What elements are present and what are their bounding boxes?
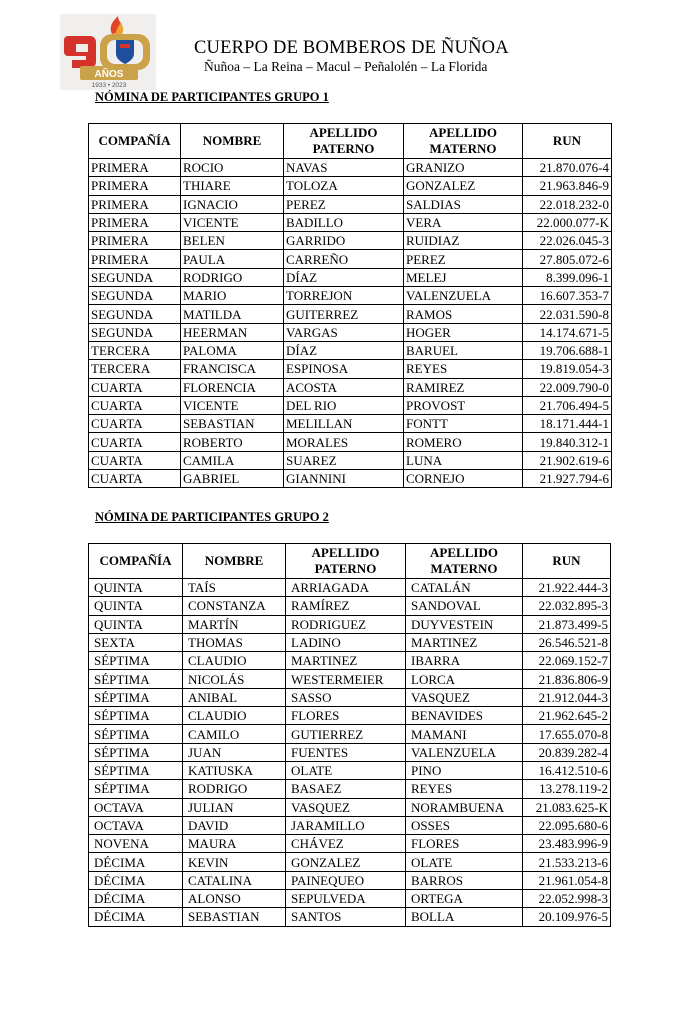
compania-cell: PRIMERA [89,232,181,250]
run-cell: 13.278.119-2 [523,780,611,798]
nombre-cell: SEBASTIAN [181,415,284,433]
run-cell: 21.533.213-6 [523,853,611,871]
table-row [89,633,611,651]
compania-cell: SEGUNDA [89,305,181,323]
nombre-cell: BELEN [181,232,284,250]
nombre-cell: THIARE [181,177,284,195]
table-row [89,250,612,268]
apellido-paterno-cell: CARREÑO [284,250,404,268]
run-cell: 21.873.499-5 [523,615,611,633]
run-cell: 14.174.671-5 [523,323,612,341]
compania-cell: PRIMERA [89,213,181,231]
nombre-cell: ROBERTO [181,433,284,451]
apellido-paterno-cell: SASSO [286,688,406,706]
col-compania: COMPAÑÍA [89,544,183,579]
apellido-paterno-cell: SUAREZ [284,451,404,469]
table-row [89,597,611,615]
nombre-cell: CLAUDIO [183,707,286,725]
compania-cell: CUARTA [89,433,181,451]
page-title: CUERPO DE BOMBEROS DE ÑUÑOA [194,38,509,58]
table-row [89,743,611,761]
apellido-paterno-cell: RAMÍREZ [286,597,406,615]
compania-cell: SEGUNDA [89,268,181,286]
apellido-paterno-cell: SANTOS [286,908,406,926]
run-cell: 19.819.054-3 [523,360,612,378]
table-row [89,707,611,725]
group2-header-row [89,544,611,579]
apellido-materno-cell: REYES [406,780,523,798]
compania-cell: SÉPTIMA [89,670,183,688]
logo-emblem [60,14,156,90]
compania-cell: DÉCIMA [89,890,183,908]
apellido-paterno-cell: CHÁVEZ [286,835,406,853]
apellido-paterno-cell: MARTINEZ [286,652,406,670]
table-row [89,780,611,798]
run-cell: 23.483.996-9 [523,835,611,853]
page-subtitle: Ñuñoa – La Reina – Macul – Peñalolén – La Florida [204,59,488,74]
apellido-materno-cell: VALENZUELA [404,287,523,305]
apellido-paterno-cell: GIANNINI [284,470,404,488]
nombre-cell: KEVIN [183,853,286,871]
compania-cell: PRIMERA [89,177,181,195]
compania-cell: SEXTA [89,633,183,651]
run-cell: 21.963.846-9 [523,177,612,195]
table-row [89,415,612,433]
apellido-materno-cell: IBARRA [406,652,523,670]
run-cell: 21.870.076-4 [523,159,612,177]
nombre-cell: CAMILA [181,451,284,469]
nombre-cell: DAVID [183,816,286,834]
compania-cell: DÉCIMA [89,908,183,926]
table-row [89,323,612,341]
table-row [89,268,612,286]
group1-table [88,123,612,488]
apellido-materno-cell: LORCA [406,670,523,688]
group1-header-row [89,124,612,159]
apellido-paterno-cell: GUITERREZ [284,305,404,323]
apellido-materno-cell: REYES [404,360,523,378]
nombre-cell: SEBASTIAN [183,908,286,926]
apellido-materno-cell: PEREZ [404,250,523,268]
group2-table [88,543,611,927]
nombre-cell: ROCIO [181,159,284,177]
apellido-paterno-cell: ARRIAGADA [286,579,406,597]
nombre-cell: FLORENCIA [181,378,284,396]
apellido-materno-cell: MARTINEZ [406,633,523,651]
table-row [89,853,611,871]
apellido-materno-cell: VALENZUELA [406,743,523,761]
apellido-paterno-cell: OLATE [286,761,406,779]
nombre-cell: IGNACIO [181,195,284,213]
apellido-materno-cell: VASQUEZ [406,688,523,706]
run-cell: 21.922.444-3 [523,579,611,597]
table-row [89,177,612,195]
run-cell: 20.839.282-4 [523,743,611,761]
compania-cell: CUARTA [89,396,181,414]
apellido-paterno-cell: DÍAZ [284,341,404,359]
compania-cell: DÉCIMA [89,871,183,889]
group1-body [89,159,612,488]
apellido-materno-cell: OSSES [406,816,523,834]
col-run: RUN [523,124,612,159]
apellido-materno-cell: VERA [404,213,523,231]
compania-cell: SEGUNDA [89,287,181,305]
apellido-materno-cell: PROVOST [404,396,523,414]
apellido-materno-cell: MAMANI [406,725,523,743]
compania-cell: SÉPTIMA [89,780,183,798]
nombre-cell: GABRIEL [181,470,284,488]
apellido-materno-cell: RAMOS [404,305,523,323]
apellido-materno-cell: FLORES [406,835,523,853]
compania-cell: CUARTA [89,378,181,396]
col-apellido-materno: APELLIDO MATERNO [404,124,523,159]
apellido-materno-cell: CATALÁN [406,579,523,597]
group1-title: NÓMINA DE PARTICIPANTES GRUPO 1 [95,90,329,104]
compania-cell: OCTAVA [89,816,183,834]
col-nombre: NOMBRE [183,544,286,579]
nombre-cell: CATALINA [183,871,286,889]
table-row [89,835,611,853]
apellido-paterno-cell: MELILLAN [284,415,404,433]
compania-cell: TERCERA [89,360,181,378]
apellido-materno-cell: RUIDIAZ [404,232,523,250]
run-cell: 17.655.070-8 [523,725,611,743]
apellido-materno-cell: GONZALEZ [404,177,523,195]
nombre-cell: RODRIGO [183,780,286,798]
logo-years: 1933 • 2023 [91,82,127,89]
apellido-materno-cell: SANDOVAL [406,597,523,615]
nombre-cell: CLAUDIO [183,652,286,670]
compania-cell: SÉPTIMA [89,761,183,779]
apellido-materno-cell: PINO [406,761,523,779]
table-row [89,652,611,670]
compania-cell: DÉCIMA [89,853,183,871]
apellido-materno-cell: NORAMBUENA [406,798,523,816]
col-run: RUN [523,544,611,579]
apellido-paterno-cell: ACOSTA [284,378,404,396]
apellido-paterno-cell: FLORES [286,707,406,725]
table-row [89,159,612,177]
compania-cell: QUINTA [89,579,183,597]
table-row [89,341,612,359]
nombre-cell: JULIAN [183,798,286,816]
table-row [89,579,611,597]
compania-cell: CUARTA [89,415,181,433]
table-row [89,287,612,305]
compania-cell: SÉPTIMA [89,652,183,670]
logo-90-anos [60,14,156,90]
compania-cell: QUINTA [89,615,183,633]
apellido-paterno-cell: FUENTES [286,743,406,761]
run-cell: 21.836.806-9 [523,670,611,688]
nombre-cell: MARIO [181,287,284,305]
run-cell: 22.031.590-8 [523,305,612,323]
nombre-cell: ANIBAL [183,688,286,706]
compania-cell: PRIMERA [89,159,181,177]
table-row [89,890,611,908]
nombre-cell: HEERMAN [181,323,284,341]
table-row [89,761,611,779]
nombre-cell: RODRIGO [181,268,284,286]
apellido-paterno-cell: BADILLO [284,213,404,231]
nombre-cell: KATIUSKA [183,761,286,779]
compania-cell: SÉPTIMA [89,688,183,706]
apellido-materno-cell: ROMERO [404,433,523,451]
run-cell: 22.009.790-0 [523,378,612,396]
nombre-cell: MARTÍN [183,615,286,633]
nombre-cell: TAÍS [183,579,286,597]
compania-cell: SÉPTIMA [89,725,183,743]
apellido-materno-cell: FONTT [404,415,523,433]
apellido-materno-cell: GRANIZO [404,159,523,177]
run-cell: 19.706.688-1 [523,341,612,359]
table-row [89,396,612,414]
table-row [89,451,612,469]
nombre-cell: ALONSO [183,890,286,908]
apellido-paterno-cell: GUTIERREZ [286,725,406,743]
nombre-cell: THOMAS [183,633,286,651]
table-row [89,798,611,816]
apellido-materno-cell: ORTEGA [406,890,523,908]
logo-word: AÑOS [94,69,124,80]
apellido-paterno-cell: DEL RIO [284,396,404,414]
col-apellido-materno: APELLIDO MATERNO [406,544,523,579]
nombre-cell: PALOMA [181,341,284,359]
table-row [89,360,612,378]
run-cell: 21.912.044-3 [523,688,611,706]
table-row [89,871,611,889]
nombre-cell: MATILDA [181,305,284,323]
table-row [89,213,612,231]
run-cell: 22.026.045-3 [523,232,612,250]
apellido-materno-cell: OLATE [406,853,523,871]
nombre-cell: VICENTE [181,213,284,231]
run-cell: 16.607.353-7 [523,287,612,305]
run-cell: 18.171.444-1 [523,415,612,433]
compania-cell: SÉPTIMA [89,707,183,725]
nombre-cell: FRANCISCA [181,360,284,378]
run-cell: 21.961.054-8 [523,871,611,889]
apellido-materno-cell: BARUEL [404,341,523,359]
apellido-paterno-cell: BASAEZ [286,780,406,798]
run-cell: 21.962.645-2 [523,707,611,725]
run-cell: 21.706.494-5 [523,396,612,414]
apellido-paterno-cell: GARRIDO [284,232,404,250]
nombre-cell: CONSTANZA [183,597,286,615]
col-nombre: NOMBRE [181,124,284,159]
table-row [89,725,611,743]
apellido-paterno-cell: RODRIGUEZ [286,615,406,633]
table-row [89,470,612,488]
compania-cell: PRIMERA [89,250,181,268]
col-compania: COMPAÑÍA [89,124,181,159]
nombre-cell: CAMILO [183,725,286,743]
nombre-cell: NICOLÁS [183,670,286,688]
compania-cell: PRIMERA [89,195,181,213]
apellido-paterno-cell: TOLOZA [284,177,404,195]
apellido-paterno-cell: WESTERMEIER [286,670,406,688]
col-apellido-paterno: APELLIDO PATERNO [286,544,406,579]
compania-cell: CUARTA [89,470,181,488]
apellido-paterno-cell: SEPULVEDA [286,890,406,908]
table-row [89,908,611,926]
apellido-materno-cell: LUNA [404,451,523,469]
apellido-materno-cell: HOGER [404,323,523,341]
run-cell: 21.927.794-6 [523,470,612,488]
apellido-materno-cell: RAMIREZ [404,378,523,396]
apellido-paterno-cell: LADINO [286,633,406,651]
table-row [89,195,612,213]
nombre-cell: PAULA [181,250,284,268]
apellido-paterno-cell: PAINEQUEO [286,871,406,889]
apellido-paterno-cell: GONZALEZ [286,853,406,871]
apellido-paterno-cell: VARGAS [284,323,404,341]
apellido-paterno-cell: ESPINOSA [284,360,404,378]
run-cell: 27.805.072-6 [523,250,612,268]
apellido-materno-cell: BENAVIDES [406,707,523,725]
run-cell: 22.052.998-3 [523,890,611,908]
table-row [89,688,611,706]
run-cell: 21.083.625-K [523,798,611,816]
nombre-cell: JUAN [183,743,286,761]
compania-cell: SÉPTIMA [89,743,183,761]
nombre-cell: MAURA [183,835,286,853]
run-cell: 22.000.077-K [523,213,612,231]
run-cell: 26.546.521-8 [523,633,611,651]
compania-cell: CUARTA [89,451,181,469]
apellido-paterno-cell: NAVAS [284,159,404,177]
table-row [89,816,611,834]
apellido-paterno-cell: PEREZ [284,195,404,213]
table-row [89,378,612,396]
apellido-materno-cell: DUYVESTEIN [406,615,523,633]
apellido-paterno-cell: TORREJON [284,287,404,305]
apellido-materno-cell: SALDIAS [404,195,523,213]
table-row [89,615,611,633]
run-cell: 16.412.510-6 [523,761,611,779]
group2-body [89,579,611,927]
run-cell: 22.095.680-6 [523,816,611,834]
compania-cell: OCTAVA [89,798,183,816]
table-row [89,433,612,451]
compania-cell: NOVENA [89,835,183,853]
table-row [89,232,612,250]
run-cell: 8.399.096-1 [523,268,612,286]
apellido-materno-cell: BOLLA [406,908,523,926]
apellido-paterno-cell: VASQUEZ [286,798,406,816]
table-row [89,670,611,688]
apellido-paterno-cell: MORALES [284,433,404,451]
run-cell: 22.069.152-7 [523,652,611,670]
col-apellido-paterno: APELLIDO PATERNO [284,124,404,159]
compania-cell: QUINTA [89,597,183,615]
apellido-materno-cell: MELEJ [404,268,523,286]
run-cell: 19.840.312-1 [523,433,612,451]
compania-cell: TERCERA [89,341,181,359]
apellido-materno-cell: CORNEJO [404,470,523,488]
apellido-paterno-cell: DÍAZ [284,268,404,286]
apellido-paterno-cell: JARAMILLO [286,816,406,834]
run-cell: 20.109.976-5 [523,908,611,926]
run-cell: 22.018.232-0 [523,195,612,213]
run-cell: 22.032.895-3 [523,597,611,615]
run-cell: 21.902.619-6 [523,451,612,469]
compania-cell: SEGUNDA [89,323,181,341]
nombre-cell: VICENTE [181,396,284,414]
apellido-materno-cell: BARROS [406,871,523,889]
table-row [89,305,612,323]
group2-title: NÓMINA DE PARTICIPANTES GRUPO 2 [95,510,329,524]
